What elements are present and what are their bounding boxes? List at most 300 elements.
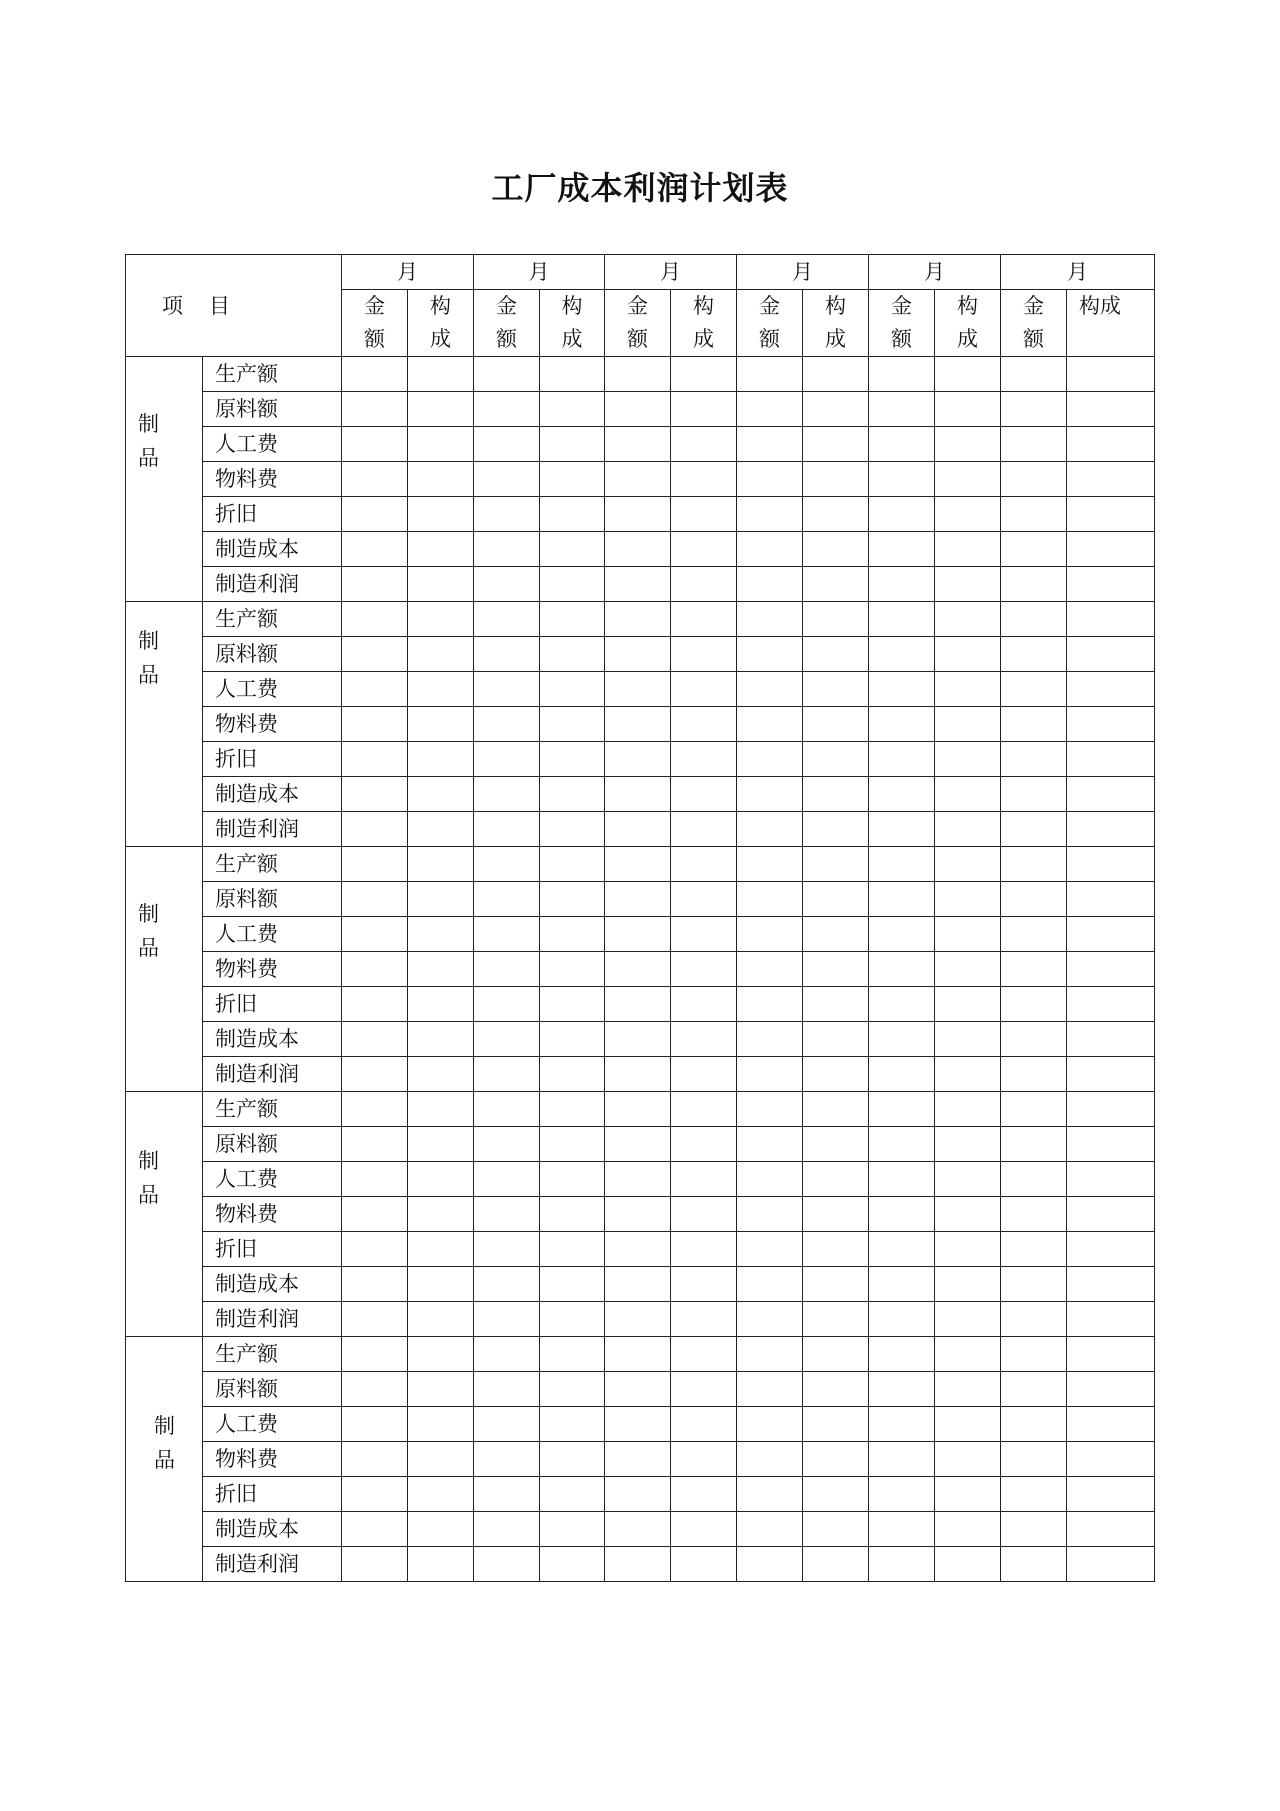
- amount-cell[interactable]: [1001, 672, 1067, 707]
- composition-cell[interactable]: [671, 917, 737, 952]
- amount-cell[interactable]: [605, 1512, 671, 1547]
- amount-cell[interactable]: [474, 1512, 540, 1547]
- composition-cell[interactable]: [1067, 1197, 1155, 1232]
- composition-cell[interactable]: [540, 952, 605, 987]
- composition-cell[interactable]: [540, 1057, 605, 1092]
- composition-cell[interactable]: [671, 567, 737, 602]
- amount-cell[interactable]: [342, 952, 408, 987]
- amount-cell[interactable]: [869, 1407, 935, 1442]
- amount-cell[interactable]: [869, 462, 935, 497]
- composition-cell[interactable]: [935, 1162, 1001, 1197]
- composition-cell[interactable]: [671, 357, 737, 392]
- composition-cell[interactable]: [1067, 392, 1155, 427]
- amount-cell[interactable]: [342, 1372, 408, 1407]
- composition-cell[interactable]: [540, 462, 605, 497]
- amount-cell[interactable]: [342, 1057, 408, 1092]
- amount-cell[interactable]: [1001, 392, 1067, 427]
- amount-cell[interactable]: [737, 707, 803, 742]
- composition-cell[interactable]: [540, 1442, 605, 1477]
- composition-cell[interactable]: [671, 1127, 737, 1162]
- composition-cell[interactable]: [1067, 952, 1155, 987]
- amount-cell[interactable]: [342, 392, 408, 427]
- composition-cell[interactable]: [1067, 1267, 1155, 1302]
- amount-cell[interactable]: [1001, 532, 1067, 567]
- composition-cell[interactable]: [540, 917, 605, 952]
- amount-cell[interactable]: [1001, 1547, 1067, 1582]
- amount-cell[interactable]: [737, 882, 803, 917]
- composition-cell[interactable]: [408, 1267, 474, 1302]
- composition-cell[interactable]: [408, 392, 474, 427]
- composition-cell[interactable]: [540, 1127, 605, 1162]
- amount-cell[interactable]: [737, 1477, 803, 1512]
- composition-cell[interactable]: [803, 497, 869, 532]
- amount-cell[interactable]: [737, 637, 803, 672]
- composition-cell[interactable]: [803, 812, 869, 847]
- amount-cell[interactable]: [342, 987, 408, 1022]
- amount-cell[interactable]: [474, 952, 540, 987]
- composition-cell[interactable]: [935, 1127, 1001, 1162]
- composition-cell[interactable]: [1067, 532, 1155, 567]
- amount-cell[interactable]: [737, 462, 803, 497]
- composition-cell[interactable]: [803, 1372, 869, 1407]
- amount-cell[interactable]: [737, 357, 803, 392]
- amount-cell[interactable]: [605, 1337, 671, 1372]
- composition-cell[interactable]: [803, 672, 869, 707]
- amount-cell[interactable]: [342, 882, 408, 917]
- composition-cell[interactable]: [408, 1127, 474, 1162]
- composition-cell[interactable]: [935, 567, 1001, 602]
- composition-cell[interactable]: [935, 882, 1001, 917]
- composition-cell[interactable]: [671, 1512, 737, 1547]
- amount-cell[interactable]: [474, 1127, 540, 1162]
- amount-cell[interactable]: [605, 1267, 671, 1302]
- composition-cell[interactable]: [408, 1477, 474, 1512]
- composition-cell[interactable]: [408, 532, 474, 567]
- amount-cell[interactable]: [869, 952, 935, 987]
- composition-cell[interactable]: [1067, 742, 1155, 777]
- composition-cell[interactable]: [540, 707, 605, 742]
- composition-cell[interactable]: [408, 1057, 474, 1092]
- composition-cell[interactable]: [408, 637, 474, 672]
- composition-cell[interactable]: [1067, 637, 1155, 672]
- amount-cell[interactable]: [605, 567, 671, 602]
- amount-cell[interactable]: [1001, 637, 1067, 672]
- amount-cell[interactable]: [605, 1442, 671, 1477]
- composition-cell[interactable]: [408, 1302, 474, 1337]
- composition-cell[interactable]: [935, 1232, 1001, 1267]
- amount-cell[interactable]: [474, 497, 540, 532]
- composition-cell[interactable]: [408, 987, 474, 1022]
- composition-cell[interactable]: [1067, 1127, 1155, 1162]
- composition-cell[interactable]: [803, 427, 869, 462]
- amount-cell[interactable]: [737, 1092, 803, 1127]
- composition-cell[interactable]: [671, 1477, 737, 1512]
- composition-cell[interactable]: [540, 1302, 605, 1337]
- amount-cell[interactable]: [474, 1407, 540, 1442]
- amount-cell[interactable]: [474, 427, 540, 462]
- amount-cell[interactable]: [869, 847, 935, 882]
- amount-cell[interactable]: [605, 847, 671, 882]
- composition-cell[interactable]: [1067, 1302, 1155, 1337]
- composition-cell[interactable]: [408, 1197, 474, 1232]
- amount-cell[interactable]: [737, 497, 803, 532]
- amount-cell[interactable]: [605, 1547, 671, 1582]
- amount-cell[interactable]: [474, 742, 540, 777]
- amount-cell[interactable]: [1001, 1232, 1067, 1267]
- amount-cell[interactable]: [737, 1197, 803, 1232]
- amount-cell[interactable]: [1001, 812, 1067, 847]
- amount-cell[interactable]: [737, 567, 803, 602]
- composition-cell[interactable]: [540, 1512, 605, 1547]
- amount-cell[interactable]: [869, 1302, 935, 1337]
- composition-cell[interactable]: [803, 742, 869, 777]
- amount-cell[interactable]: [342, 742, 408, 777]
- amount-cell[interactable]: [474, 1547, 540, 1582]
- amount-cell[interactable]: [1001, 987, 1067, 1022]
- composition-cell[interactable]: [540, 777, 605, 812]
- amount-cell[interactable]: [869, 987, 935, 1022]
- amount-cell[interactable]: [1001, 462, 1067, 497]
- composition-cell[interactable]: [1067, 1512, 1155, 1547]
- composition-cell[interactable]: [671, 602, 737, 637]
- composition-cell[interactable]: [408, 742, 474, 777]
- amount-cell[interactable]: [1001, 777, 1067, 812]
- amount-cell[interactable]: [605, 1407, 671, 1442]
- amount-cell[interactable]: [737, 1267, 803, 1302]
- amount-cell[interactable]: [474, 1232, 540, 1267]
- amount-cell[interactable]: [869, 1337, 935, 1372]
- amount-cell[interactable]: [737, 1372, 803, 1407]
- amount-cell[interactable]: [869, 742, 935, 777]
- amount-cell[interactable]: [342, 1092, 408, 1127]
- amount-cell[interactable]: [1001, 1127, 1067, 1162]
- composition-cell[interactable]: [671, 532, 737, 567]
- composition-cell[interactable]: [803, 637, 869, 672]
- amount-cell[interactable]: [474, 987, 540, 1022]
- composition-cell[interactable]: [935, 1407, 1001, 1442]
- composition-cell[interactable]: [408, 847, 474, 882]
- composition-cell[interactable]: [408, 567, 474, 602]
- amount-cell[interactable]: [1001, 1022, 1067, 1057]
- composition-cell[interactable]: [803, 392, 869, 427]
- composition-cell[interactable]: [803, 1512, 869, 1547]
- amount-cell[interactable]: [605, 532, 671, 567]
- amount-cell[interactable]: [869, 392, 935, 427]
- amount-cell[interactable]: [737, 672, 803, 707]
- amount-cell[interactable]: [605, 1022, 671, 1057]
- composition-cell[interactable]: [935, 707, 1001, 742]
- amount-cell[interactable]: [1001, 1162, 1067, 1197]
- amount-cell[interactable]: [474, 462, 540, 497]
- composition-cell[interactable]: [408, 952, 474, 987]
- amount-cell[interactable]: [869, 1442, 935, 1477]
- amount-cell[interactable]: [605, 672, 671, 707]
- amount-cell[interactable]: [474, 637, 540, 672]
- composition-cell[interactable]: [1067, 1477, 1155, 1512]
- amount-cell[interactable]: [737, 427, 803, 462]
- composition-cell[interactable]: [803, 1057, 869, 1092]
- amount-cell[interactable]: [1001, 1512, 1067, 1547]
- composition-cell[interactable]: [408, 882, 474, 917]
- composition-cell[interactable]: [935, 672, 1001, 707]
- composition-cell[interactable]: [540, 1267, 605, 1302]
- composition-cell[interactable]: [935, 1022, 1001, 1057]
- composition-cell[interactable]: [803, 1407, 869, 1442]
- amount-cell[interactable]: [869, 427, 935, 462]
- composition-cell[interactable]: [1067, 462, 1155, 497]
- composition-cell[interactable]: [935, 847, 1001, 882]
- composition-cell[interactable]: [803, 1547, 869, 1582]
- composition-cell[interactable]: [671, 812, 737, 847]
- amount-cell[interactable]: [737, 1232, 803, 1267]
- composition-cell[interactable]: [935, 1547, 1001, 1582]
- amount-cell[interactable]: [1001, 497, 1067, 532]
- composition-cell[interactable]: [1067, 777, 1155, 812]
- amount-cell[interactable]: [474, 1372, 540, 1407]
- composition-cell[interactable]: [803, 1267, 869, 1302]
- amount-cell[interactable]: [869, 1267, 935, 1302]
- composition-cell[interactable]: [540, 882, 605, 917]
- composition-cell[interactable]: [540, 427, 605, 462]
- composition-cell[interactable]: [671, 497, 737, 532]
- composition-cell[interactable]: [1067, 497, 1155, 532]
- amount-cell[interactable]: [1001, 917, 1067, 952]
- amount-cell[interactable]: [605, 882, 671, 917]
- composition-cell[interactable]: [803, 1442, 869, 1477]
- composition-cell[interactable]: [803, 777, 869, 812]
- composition-cell[interactable]: [935, 812, 1001, 847]
- composition-cell[interactable]: [408, 672, 474, 707]
- amount-cell[interactable]: [1001, 882, 1067, 917]
- composition-cell[interactable]: [935, 1512, 1001, 1547]
- amount-cell[interactable]: [605, 462, 671, 497]
- amount-cell[interactable]: [342, 1127, 408, 1162]
- amount-cell[interactable]: [342, 1407, 408, 1442]
- composition-cell[interactable]: [540, 637, 605, 672]
- amount-cell[interactable]: [474, 1337, 540, 1372]
- amount-cell[interactable]: [605, 1057, 671, 1092]
- amount-cell[interactable]: [474, 1442, 540, 1477]
- composition-cell[interactable]: [803, 952, 869, 987]
- composition-cell[interactable]: [408, 777, 474, 812]
- amount-cell[interactable]: [869, 777, 935, 812]
- composition-cell[interactable]: [671, 707, 737, 742]
- amount-cell[interactable]: [869, 1197, 935, 1232]
- composition-cell[interactable]: [671, 427, 737, 462]
- amount-cell[interactable]: [737, 742, 803, 777]
- composition-cell[interactable]: [408, 1547, 474, 1582]
- amount-cell[interactable]: [737, 1337, 803, 1372]
- composition-cell[interactable]: [803, 567, 869, 602]
- amount-cell[interactable]: [1001, 707, 1067, 742]
- amount-cell[interactable]: [474, 917, 540, 952]
- amount-cell[interactable]: [869, 1162, 935, 1197]
- composition-cell[interactable]: [1067, 707, 1155, 742]
- composition-cell[interactable]: [540, 602, 605, 637]
- composition-cell[interactable]: [408, 1512, 474, 1547]
- composition-cell[interactable]: [803, 1337, 869, 1372]
- amount-cell[interactable]: [1001, 1092, 1067, 1127]
- composition-cell[interactable]: [540, 1372, 605, 1407]
- amount-cell[interactable]: [474, 1197, 540, 1232]
- amount-cell[interactable]: [474, 1477, 540, 1512]
- amount-cell[interactable]: [605, 917, 671, 952]
- composition-cell[interactable]: [935, 462, 1001, 497]
- composition-cell[interactable]: [935, 952, 1001, 987]
- amount-cell[interactable]: [737, 602, 803, 637]
- composition-cell[interactable]: [803, 917, 869, 952]
- amount-cell[interactable]: [737, 1162, 803, 1197]
- amount-cell[interactable]: [342, 1547, 408, 1582]
- amount-cell[interactable]: [605, 742, 671, 777]
- amount-cell[interactable]: [342, 1337, 408, 1372]
- amount-cell[interactable]: [342, 1302, 408, 1337]
- composition-cell[interactable]: [1067, 1022, 1155, 1057]
- amount-cell[interactable]: [869, 917, 935, 952]
- composition-cell[interactable]: [1067, 1092, 1155, 1127]
- amount-cell[interactable]: [869, 1022, 935, 1057]
- composition-cell[interactable]: [1067, 812, 1155, 847]
- composition-cell[interactable]: [1067, 602, 1155, 637]
- composition-cell[interactable]: [540, 742, 605, 777]
- composition-cell[interactable]: [1067, 882, 1155, 917]
- composition-cell[interactable]: [540, 567, 605, 602]
- amount-cell[interactable]: [605, 497, 671, 532]
- composition-cell[interactable]: [935, 1092, 1001, 1127]
- composition-cell[interactable]: [408, 602, 474, 637]
- composition-cell[interactable]: [935, 602, 1001, 637]
- amount-cell[interactable]: [737, 392, 803, 427]
- amount-cell[interactable]: [605, 1127, 671, 1162]
- amount-cell[interactable]: [605, 707, 671, 742]
- amount-cell[interactable]: [869, 1372, 935, 1407]
- amount-cell[interactable]: [605, 1232, 671, 1267]
- amount-cell[interactable]: [605, 427, 671, 462]
- amount-cell[interactable]: [474, 812, 540, 847]
- composition-cell[interactable]: [408, 462, 474, 497]
- composition-cell[interactable]: [1067, 1547, 1155, 1582]
- composition-cell[interactable]: [803, 1197, 869, 1232]
- composition-cell[interactable]: [671, 1372, 737, 1407]
- amount-cell[interactable]: [1001, 847, 1067, 882]
- composition-cell[interactable]: [1067, 567, 1155, 602]
- composition-cell[interactable]: [671, 1302, 737, 1337]
- amount-cell[interactable]: [342, 1232, 408, 1267]
- amount-cell[interactable]: [737, 532, 803, 567]
- composition-cell[interactable]: [540, 1477, 605, 1512]
- amount-cell[interactable]: [605, 1477, 671, 1512]
- amount-cell[interactable]: [342, 497, 408, 532]
- amount-cell[interactable]: [737, 847, 803, 882]
- amount-cell[interactable]: [342, 532, 408, 567]
- amount-cell[interactable]: [474, 1022, 540, 1057]
- composition-cell[interactable]: [540, 392, 605, 427]
- composition-cell[interactable]: [935, 1302, 1001, 1337]
- amount-cell[interactable]: [869, 672, 935, 707]
- composition-cell[interactable]: [540, 532, 605, 567]
- composition-cell[interactable]: [540, 672, 605, 707]
- composition-cell[interactable]: [803, 987, 869, 1022]
- amount-cell[interactable]: [869, 602, 935, 637]
- composition-cell[interactable]: [803, 532, 869, 567]
- amount-cell[interactable]: [605, 1372, 671, 1407]
- composition-cell[interactable]: [671, 637, 737, 672]
- composition-cell[interactable]: [671, 847, 737, 882]
- amount-cell[interactable]: [474, 882, 540, 917]
- amount-cell[interactable]: [1001, 567, 1067, 602]
- composition-cell[interactable]: [671, 1092, 737, 1127]
- composition-cell[interactable]: [803, 707, 869, 742]
- composition-cell[interactable]: [935, 1372, 1001, 1407]
- composition-cell[interactable]: [935, 497, 1001, 532]
- amount-cell[interactable]: [474, 392, 540, 427]
- amount-cell[interactable]: [737, 1127, 803, 1162]
- amount-cell[interactable]: [342, 427, 408, 462]
- composition-cell[interactable]: [1067, 1162, 1155, 1197]
- amount-cell[interactable]: [342, 847, 408, 882]
- amount-cell[interactable]: [605, 1197, 671, 1232]
- composition-cell[interactable]: [540, 1232, 605, 1267]
- amount-cell[interactable]: [474, 357, 540, 392]
- composition-cell[interactable]: [803, 1232, 869, 1267]
- composition-cell[interactable]: [671, 952, 737, 987]
- composition-cell[interactable]: [803, 1162, 869, 1197]
- amount-cell[interactable]: [474, 707, 540, 742]
- composition-cell[interactable]: [671, 777, 737, 812]
- composition-cell[interactable]: [671, 672, 737, 707]
- amount-cell[interactable]: [342, 812, 408, 847]
- composition-cell[interactable]: [803, 462, 869, 497]
- composition-cell[interactable]: [803, 1022, 869, 1057]
- composition-cell[interactable]: [1067, 1372, 1155, 1407]
- composition-cell[interactable]: [540, 987, 605, 1022]
- amount-cell[interactable]: [869, 707, 935, 742]
- composition-cell[interactable]: [1067, 672, 1155, 707]
- composition-cell[interactable]: [803, 882, 869, 917]
- amount-cell[interactable]: [342, 672, 408, 707]
- amount-cell[interactable]: [1001, 357, 1067, 392]
- composition-cell[interactable]: [1067, 1232, 1155, 1267]
- composition-cell[interactable]: [935, 532, 1001, 567]
- composition-cell[interactable]: [1067, 1407, 1155, 1442]
- amount-cell[interactable]: [1001, 742, 1067, 777]
- amount-cell[interactable]: [1001, 1302, 1067, 1337]
- amount-cell[interactable]: [737, 1302, 803, 1337]
- amount-cell[interactable]: [869, 1512, 935, 1547]
- amount-cell[interactable]: [605, 777, 671, 812]
- amount-cell[interactable]: [474, 777, 540, 812]
- composition-cell[interactable]: [671, 1232, 737, 1267]
- amount-cell[interactable]: [605, 812, 671, 847]
- amount-cell[interactable]: [869, 357, 935, 392]
- composition-cell[interactable]: [540, 1337, 605, 1372]
- amount-cell[interactable]: [1001, 1372, 1067, 1407]
- composition-cell[interactable]: [803, 357, 869, 392]
- amount-cell[interactable]: [869, 497, 935, 532]
- amount-cell[interactable]: [605, 602, 671, 637]
- amount-cell[interactable]: [342, 602, 408, 637]
- composition-cell[interactable]: [671, 742, 737, 777]
- amount-cell[interactable]: [1001, 1442, 1067, 1477]
- composition-cell[interactable]: [540, 812, 605, 847]
- amount-cell[interactable]: [1001, 602, 1067, 637]
- amount-cell[interactable]: [1001, 1057, 1067, 1092]
- amount-cell[interactable]: [1001, 1407, 1067, 1442]
- amount-cell[interactable]: [605, 1092, 671, 1127]
- amount-cell[interactable]: [474, 602, 540, 637]
- composition-cell[interactable]: [803, 847, 869, 882]
- amount-cell[interactable]: [605, 987, 671, 1022]
